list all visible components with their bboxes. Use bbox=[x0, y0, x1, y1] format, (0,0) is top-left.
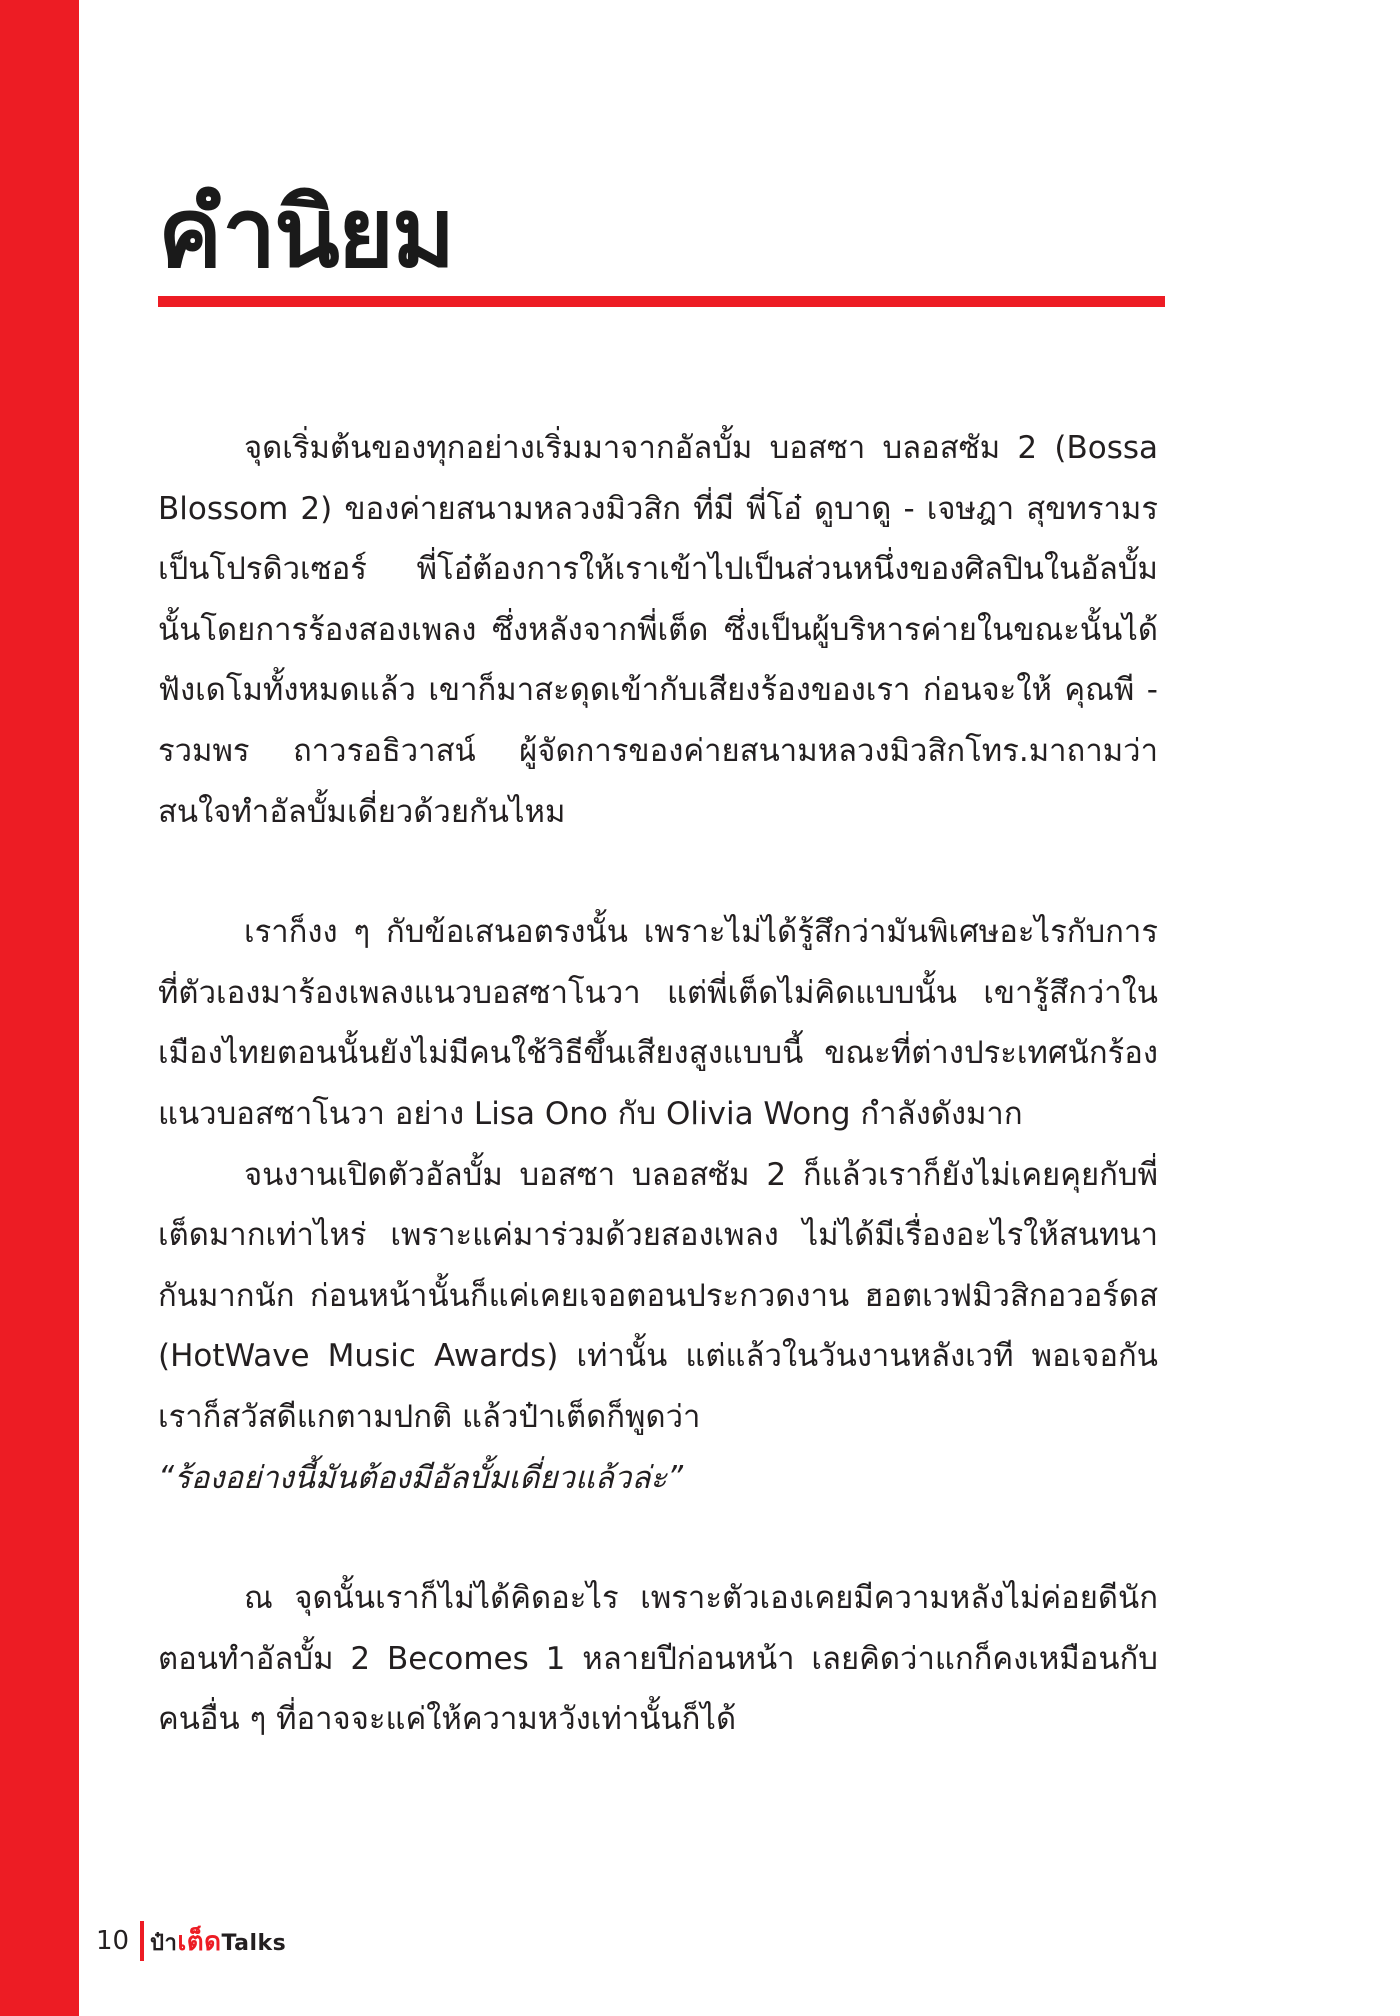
brand-part-1: ป๋า bbox=[150, 1930, 178, 1956]
paragraph-4: ณ จุดนั้นเราก็ไม่ได้คิดอะไร เพราะตัวเองเคยมีความหลังไม่ค่อยดีนักตอนทำอัลบั้ม 2 Becomes 1 หลายปีก่อนหน้า เลยคิดว่าแกก็คงเหมือนกับคนอื่น ๆ ที่อาจจะแค่ให้ความหวังเท่านั้นก็ได้ bbox=[158, 1580, 1158, 1738]
page-number: 10 bbox=[96, 1926, 130, 1956]
brand-logo bbox=[150, 1921, 286, 1962]
brand-part-2: เต็ด bbox=[177, 1926, 222, 1957]
title-underline bbox=[158, 296, 1165, 307]
brand-part-3: Talks bbox=[221, 1930, 287, 1956]
left-red-bar bbox=[0, 0, 79, 2016]
footer bbox=[96, 1921, 286, 1961]
paragraph-3 bbox=[158, 1145, 1158, 1509]
quote: “ร้องอย่างนี้มันต้องมีอัลบั้มเดี่ยวแล้วล่ะ” bbox=[158, 1459, 684, 1496]
paragraph-2: เราก็งง ๆ กับข้อเสนอตรงนั้น เพราะไม่ได้รู้สึกว่ามันพิเศษอะไรกับการที่ตัวเองมาร้องเพลงแนวบอสซาโนวา แต่พี่เต็ดไม่คิดแบบนั้น เขารู้สึกว่าในเมืองไทยตอนนั้นยังไม่มีคนใช้วิธีขึ้นเสียงสูงแบบนี้ ขณะที่ต่างประเทศนักร้องแนวบอสซาโนวา อย่าง Lisa Ono กับ Olivia Wong กำลังดังมาก bbox=[158, 914, 1158, 1132]
body-text bbox=[158, 418, 1158, 1750]
footer-divider bbox=[140, 1921, 144, 1961]
paragraph-3-text: จนงานเปิดตัวอัลบั้ม บอสซา บลอสซัม 2 ก็แล้วเราก็ยังไม่เคยคุยกับพี่เต็ดมากเท่าไหร่ เพราะแค่มาร่วมด้วยสองเพลง ไม่ได้มีเรื่องอะไรให้สนทนากันมากนัก ก่อนหน้านั้นก็แค่เคยเจอตอนประกวดงาน ฮอตเวฟมิวสิกอวอร์ดส (HotWave Music Awards) เท่านั้น แต่แล้วในวันงานหลังเวที พอเจอกัน เราก็สวัสดีแกตามปกติ แล้วป๋าเต็ดก็พูดว่า bbox=[158, 1156, 1158, 1435]
paragraph-1: จุดเริ่มต้นของทุกอย่างเริ่มมาจากอัลบั้ม บอสซา บลอสซัม 2 (Bossa Blossom 2) ของค่ายสนามหลวงมิวสิก ที่มี พี่โอ๋ ดูบาดู - เจษฎา สุขทรามร เป็นโปรดิวเซอร์ พี่โอ๋ต้องการให้เราเข้าไปเป็นส่วนหนึ่งของศิลปินในอัลบั้มนั้นโดยการร้องสองเพลง ซึ่งหลังจากพี่เต็ด ซึ่งเป็นผู้บริหารค่ายในขณะนั้นได้ฟังเดโมทั้งหมดแล้ว เขาก็มาสะดุดเข้ากับเสียงร้องของเรา ก่อนจะให้ คุณพี - รวมพร ถาวรอธิวาสน์ ผู้จัดการของค่ายสนามหลวงมิวสิกโทร.มาถามว่าสนใจทำอัลบั้มเดี่ยวด้วยกันไหม bbox=[158, 430, 1158, 830]
page-title: คำนิยม bbox=[158, 177, 454, 289]
